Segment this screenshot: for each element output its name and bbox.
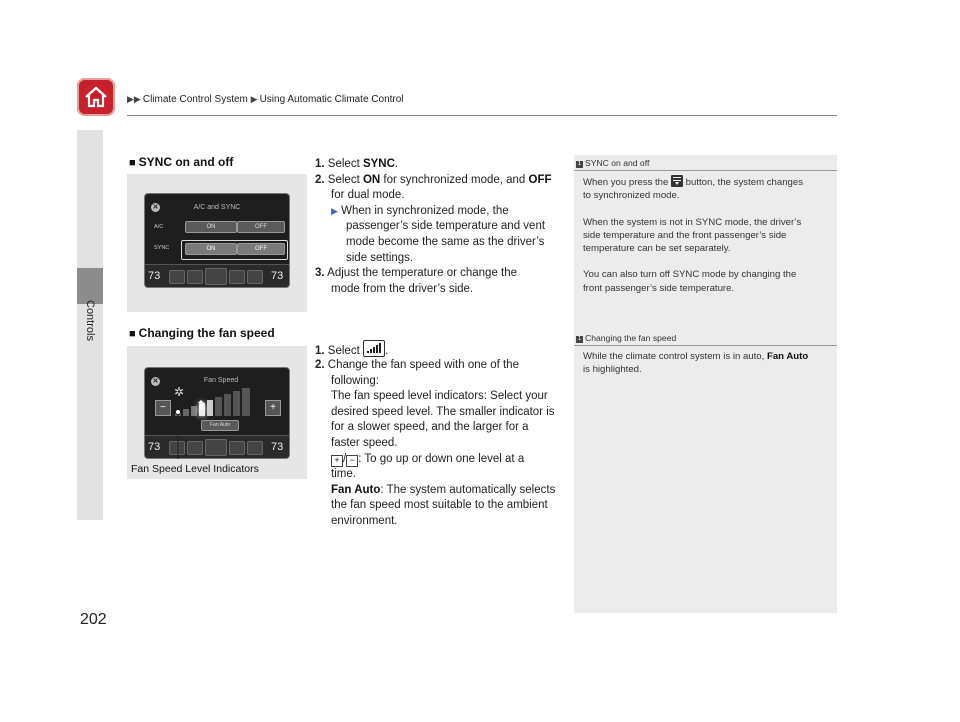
note-ref-icon: 1 xyxy=(577,336,582,342)
breadcrumb xyxy=(127,94,404,105)
fan-step-line: for a slower speed, and the larger for a xyxy=(331,421,529,434)
section-tab-label[interactable]: Controls xyxy=(84,300,96,341)
sync-off-button[interactable]: OFF xyxy=(237,243,285,255)
home-button[interactable] xyxy=(77,78,115,116)
side-tab-marker xyxy=(77,268,103,304)
note-divider xyxy=(574,170,837,171)
sync-step-2-line: for dual mode. xyxy=(331,189,405,202)
ac-label: A/C xyxy=(154,224,164,230)
home-icon xyxy=(82,83,110,111)
arrow-right-icon: ▶ xyxy=(331,205,338,216)
minus-key-icon: − xyxy=(346,455,358,467)
sync-step-2: 2. Select ON for synchronized mode, and OFF xyxy=(315,173,552,186)
sync-step-3: 3. Adjust the temperature or change the xyxy=(315,267,518,280)
sync-step-3-line: mode from the driver’s side. xyxy=(331,282,474,295)
fan-auto-line: Fan Auto: The system automatically selects xyxy=(331,483,556,496)
fan-step-line: desired speed level. The smaller indicator is xyxy=(331,405,555,418)
fan-section-heading: ■ Changing the fan speed xyxy=(129,326,275,340)
fan-key-line: + / − : To go up or down one level at a xyxy=(331,452,524,468)
fan-step-line: the fan speed most suitable to the ambient xyxy=(331,499,548,512)
fan-screen-figure xyxy=(127,346,307,479)
sync-sub-note: ▶ When in synchronized mode, the xyxy=(331,204,509,217)
close-icon[interactable]: ✕ xyxy=(152,378,159,385)
sync-on-button[interactable]: ON xyxy=(185,243,237,255)
fan-level-icon xyxy=(363,340,385,357)
note-body-fan: While the climate control system is in auto, Fan Auto is highlighted. xyxy=(583,351,809,376)
fan-icon: ✲ xyxy=(174,385,185,399)
fan-step-line: time. xyxy=(331,468,356,481)
sync-steps xyxy=(315,157,565,317)
close-icon[interactable]: ✕ xyxy=(152,204,159,211)
heading-square-icon: ■ xyxy=(129,157,136,169)
note-title-fan: 1 Changing the fan speed xyxy=(577,333,677,343)
center-button[interactable] xyxy=(205,268,227,285)
screen-title: A/C and SYNC xyxy=(193,204,241,211)
temp-right: 73 xyxy=(271,441,284,453)
fan-plus-button[interactable]: + xyxy=(265,400,281,416)
breadcrumb-link-automatic[interactable]: Using Automatic Climate Control xyxy=(259,94,404,105)
car-icon[interactable] xyxy=(247,270,263,284)
breadcrumb-arrow-icon: ▶ xyxy=(250,94,258,104)
breadcrumb-arrow-icon: ▶▶ xyxy=(127,94,141,104)
note-title-sync: 1 SYNC on and off xyxy=(577,158,650,168)
plus-key-icon: + xyxy=(331,455,343,467)
sync-sub-line: mode become the same as the driver’s xyxy=(346,236,545,248)
fan-step-line: following: xyxy=(331,374,379,387)
fan-step-line: environment. xyxy=(331,515,398,527)
heading-square-icon: ■ xyxy=(129,328,136,340)
note-ref-icon: 1 xyxy=(577,161,582,167)
fan-auto-button[interactable]: Fan Auto xyxy=(201,420,239,431)
screen-title: Fan Speed xyxy=(203,377,239,384)
fan-steps xyxy=(315,340,565,530)
cursor-arrow-icon: ⬆ xyxy=(196,398,207,412)
fan-step-line: faster speed. xyxy=(331,437,398,449)
sync-sub-line: side settings. xyxy=(346,251,414,264)
fan-step-line: The fan speed level indicators: Select your xyxy=(331,390,548,403)
sync-label: SYNC xyxy=(154,245,170,251)
page-number: 202 xyxy=(80,611,107,628)
header-divider xyxy=(127,115,837,116)
figure-caption: Fan Speed Level Indicators xyxy=(131,463,259,475)
sync-section-heading: ■ SYNC on and off xyxy=(129,155,234,169)
temp-left: 73 xyxy=(148,441,161,453)
sync-step-1: 1. Select SYNC. xyxy=(315,158,399,170)
notes-panel xyxy=(574,155,837,613)
ac-off-button[interactable]: OFF xyxy=(237,221,285,233)
ac-on-button[interactable]: ON xyxy=(185,221,237,233)
breadcrumb-link-climate[interactable]: Climate Control System xyxy=(142,94,248,105)
note-divider xyxy=(574,345,837,346)
temp-right: 73 xyxy=(271,270,284,282)
fan-mode-icon[interactable] xyxy=(187,270,203,284)
sync-screen-figure xyxy=(127,174,307,312)
seat-icon[interactable] xyxy=(169,270,185,284)
temp-left: 73 xyxy=(148,270,161,282)
sync-screen xyxy=(144,193,290,288)
callout-line xyxy=(127,346,307,479)
screen-bottom-bar xyxy=(145,264,289,288)
sync-sub-line: passenger’s side temperature and vent xyxy=(346,220,546,233)
fan-step-2: 2. Change the fan speed with one of the xyxy=(315,359,519,371)
fan-minus-button[interactable]: − xyxy=(155,400,171,416)
fan-step-1: 1. Select . xyxy=(315,340,388,360)
note-body-sync: When you press the button, the system changes to synchronized mode. When the system is not in SYNC mode, the driver’s side temperature and the front passenger’s side temperature can be set separately. You can also turn off SYNC mode by changing the front passenger’s side temperature. xyxy=(583,177,803,294)
sync-button-icon xyxy=(671,175,683,187)
defrost-icon[interactable] xyxy=(229,270,245,284)
